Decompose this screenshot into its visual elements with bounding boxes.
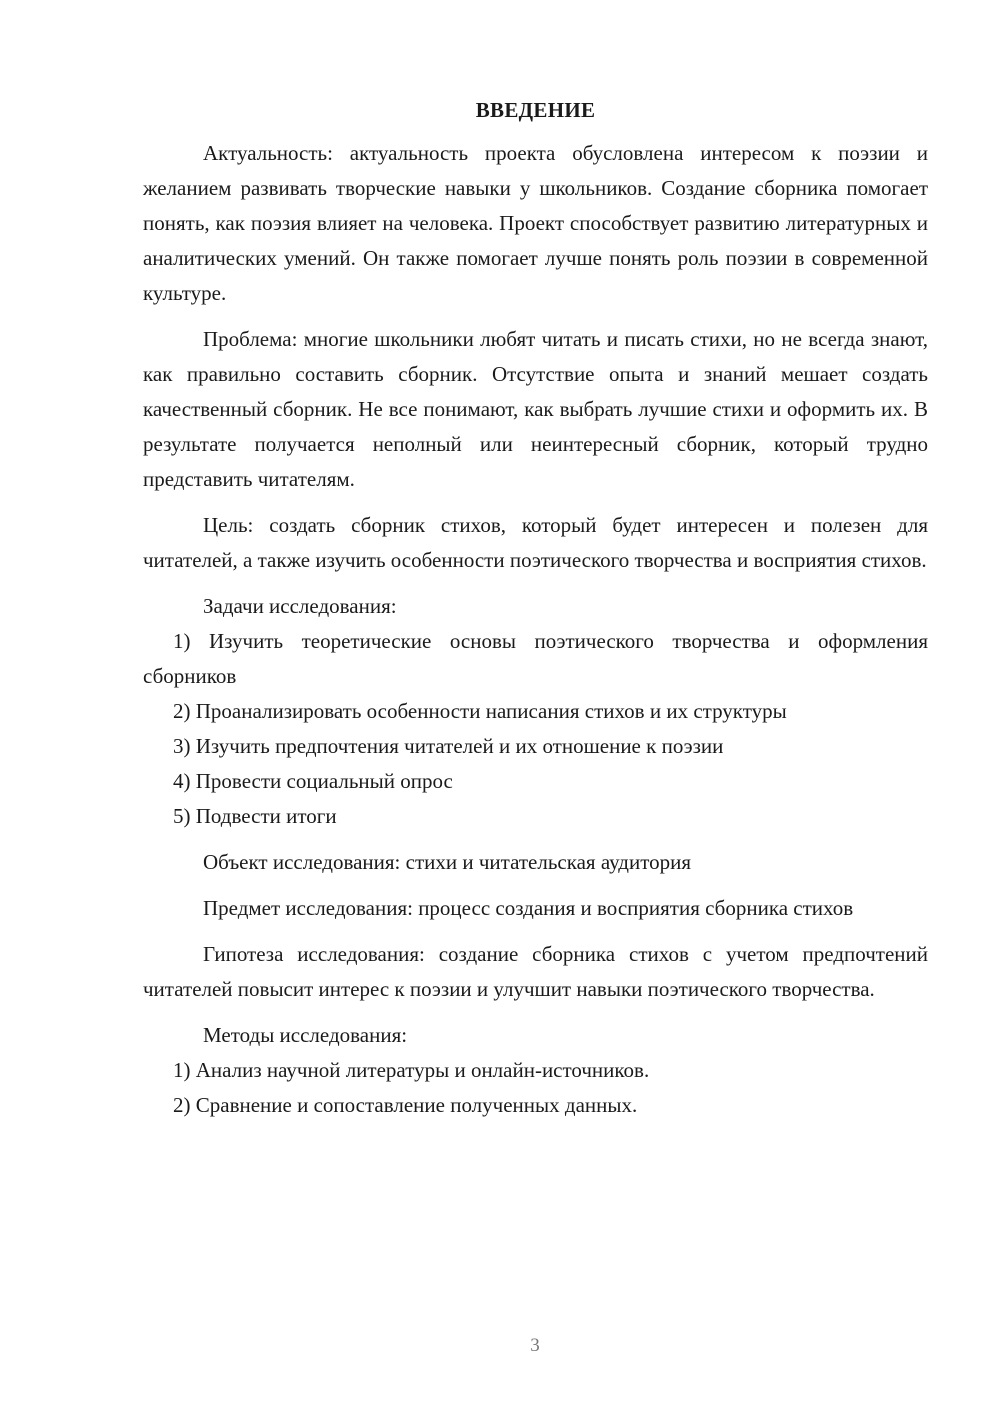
page-title: ВВЕДЕНИЕ xyxy=(475,98,596,122)
relevance-paragraph: Актуальность: актуальность проекта обусловлена интересом к поэзии и желанием развивать творческие навыки у школьников. Создание сборника помогает понять, как поэзия влияет на человека. Проект способствует развитию литературных и аналитических умений. Он также помогает лучше понять роль поэзии в современной культуре. xyxy=(143,141,928,305)
object-paragraph: Объект исследования: стихи и читательская аудитория xyxy=(203,850,691,874)
methods-heading: Методы исследования: xyxy=(203,1023,408,1047)
task-item-1: 1) Изучить теоретические основы поэтического творчества и оформления сборников xyxy=(143,629,928,688)
task-item-4: 4) Провести социальный опрос xyxy=(173,769,453,793)
tasks-heading: Задачи исследования: xyxy=(203,594,397,618)
method-item-2: 2) Сравнение и сопоставление полученных данных. xyxy=(173,1093,638,1117)
document-page xyxy=(143,95,928,1123)
task-item-3: 3) Изучить предпочтения читателей и их отношение к поэзии xyxy=(173,734,724,758)
page-number: 3 xyxy=(530,1335,540,1356)
problem-paragraph: Проблема: многие школьники любят читать и писать стихи, но не всегда знают, как правильно составить сборник. Отсутствие опыта и знаний мешает создать качественный сборник. Не все понимают, как выбрать лучшие стихи и оформить их. В результате получается неполный или неинтересный сборник, который трудно представить читателям. xyxy=(143,327,928,491)
task-item-5: 5) Подвести итоги xyxy=(173,804,337,828)
subject-paragraph: Предмет исследования: процесс создания и восприятия сборника стихов xyxy=(203,896,854,920)
hypothesis-paragraph: Гипотеза исследования: создание сборника стихов с учетом предпочтений читателей повысит интерес к поэзии и улучшит навыки поэтического творчества. xyxy=(143,942,928,1001)
method-item-1: 1) Анализ научной литературы и онлайн-источников. xyxy=(173,1058,650,1082)
goal-paragraph: Цель: создать сборник стихов, который будет интересен и полезен для читателей, а также изучить особенности поэтического творчества и восприятия стихов. xyxy=(143,513,928,572)
task-item-2: 2) Проанализировать особенности написания стихов и их структуры xyxy=(173,699,787,723)
